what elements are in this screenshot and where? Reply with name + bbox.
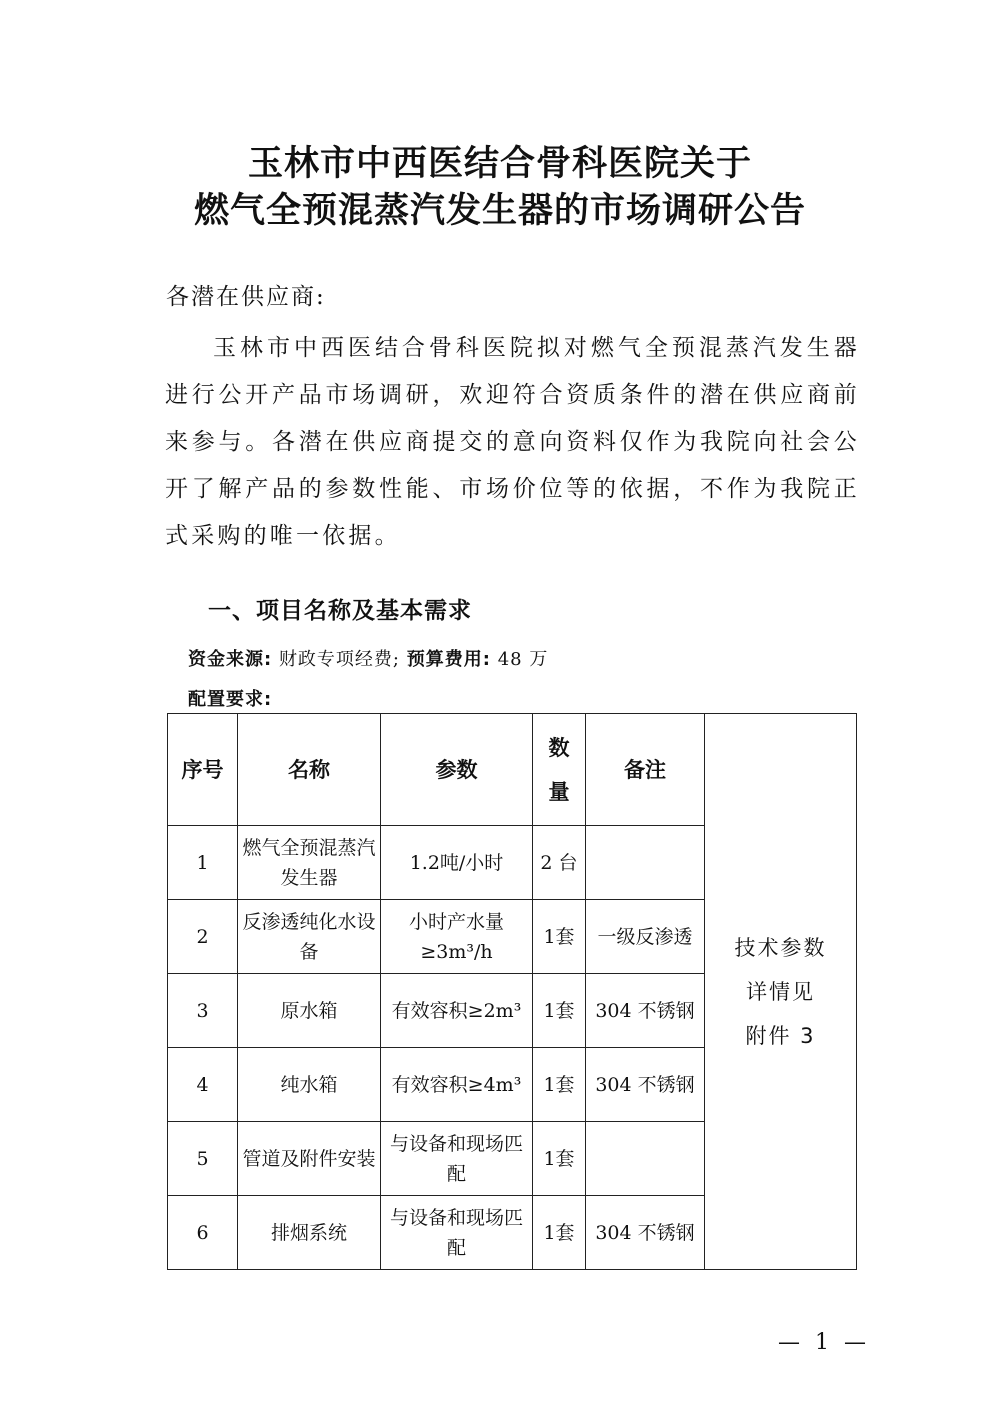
header-name: 名称 <box>238 714 381 826</box>
merged-note-cell <box>705 714 857 1270</box>
cell-params: 与设备和现场匹配 <box>381 1196 533 1270</box>
header-index: 序号 <box>168 714 238 826</box>
cell-name: 纯水箱 <box>238 1048 381 1122</box>
funding-line <box>188 645 548 671</box>
cell-index: 1 <box>168 826 238 900</box>
cell-qty: 1套 <box>533 1196 586 1270</box>
cell-qty: 1套 <box>533 900 586 974</box>
cell-params: 与设备和现场匹配 <box>381 1122 533 1196</box>
header-qty-line1: 数 <box>548 735 570 760</box>
budget-value: 48 万 <box>497 649 549 670</box>
merged-note-line3: 附件 3 <box>745 1023 816 1048</box>
cell-name: 原水箱 <box>238 974 381 1048</box>
cell-qty: 1套 <box>533 1048 586 1122</box>
cell-params: 有效容积≥4m³ <box>381 1048 533 1122</box>
cell-note: 一级反渗透 <box>586 900 705 974</box>
header-note: 备注 <box>586 714 705 826</box>
cell-index: 3 <box>168 974 238 1048</box>
requirements-table <box>167 713 857 1270</box>
cell-name: 燃气全预混蒸汽发生器 <box>238 826 381 900</box>
cell-index: 2 <box>168 900 238 974</box>
header-qty <box>533 714 586 826</box>
cell-name: 管道及附件安装 <box>238 1122 381 1196</box>
title-line-1: 玉林市中西医结合骨科医院关于 <box>247 144 752 184</box>
cell-index: 6 <box>168 1196 238 1270</box>
cell-qty: 1套 <box>533 974 586 1048</box>
cell-index: 4 <box>168 1048 238 1122</box>
cell-params: 小时产水量≥3m³/h <box>381 900 533 974</box>
funding-label: 资金来源: <box>188 649 273 670</box>
cell-note: 304 不锈钢 <box>586 1048 705 1122</box>
cell-note <box>586 1122 705 1196</box>
cell-qty: 2 台 <box>533 826 586 900</box>
budget-label: 预算费用: <box>406 649 491 670</box>
merged-note-line1: 技术参数 <box>734 935 827 960</box>
section-heading: 一、项目名称及基本需求 <box>208 598 472 624</box>
table-header-row <box>168 714 857 826</box>
header-qty-line2: 量 <box>548 779 570 804</box>
body-paragraph: 玉林市中西医结合骨科医院拟对燃气全预混蒸汽发生器进行公开产品市场调研，欢迎符合资质条件的潜在供应商前来参与。各潜在供应商提交的意向资料仅作为我院向社会公开了解产品的参数性能、市场价位等的依据，不作为我院正式采购的唯一依据。 <box>165 335 860 549</box>
salutation: 各潜在供应商: <box>166 284 326 310</box>
cell-note: 304 不锈钢 <box>586 974 705 1048</box>
cell-name: 反渗透纯化水设备 <box>238 900 381 974</box>
cell-params: 有效容积≥2m³ <box>381 974 533 1048</box>
funding-value: 财政专项经费; <box>278 649 401 670</box>
cell-note <box>586 826 705 900</box>
header-params: 参数 <box>381 714 533 826</box>
merged-note-line2: 详情见 <box>746 979 815 1004</box>
cell-index: 5 <box>168 1122 238 1196</box>
cell-name: 排烟系统 <box>238 1196 381 1270</box>
cell-note: 304 不锈钢 <box>586 1196 705 1270</box>
page-number: — 1 — <box>778 1330 870 1355</box>
cell-qty: 1套 <box>533 1122 586 1196</box>
config-label: 配置要求: <box>188 689 273 710</box>
title-line-2: 燃气全预混蒸汽发生器的市场调研公告 <box>193 191 806 231</box>
cell-params: 1.2吨/小时 <box>381 826 533 900</box>
